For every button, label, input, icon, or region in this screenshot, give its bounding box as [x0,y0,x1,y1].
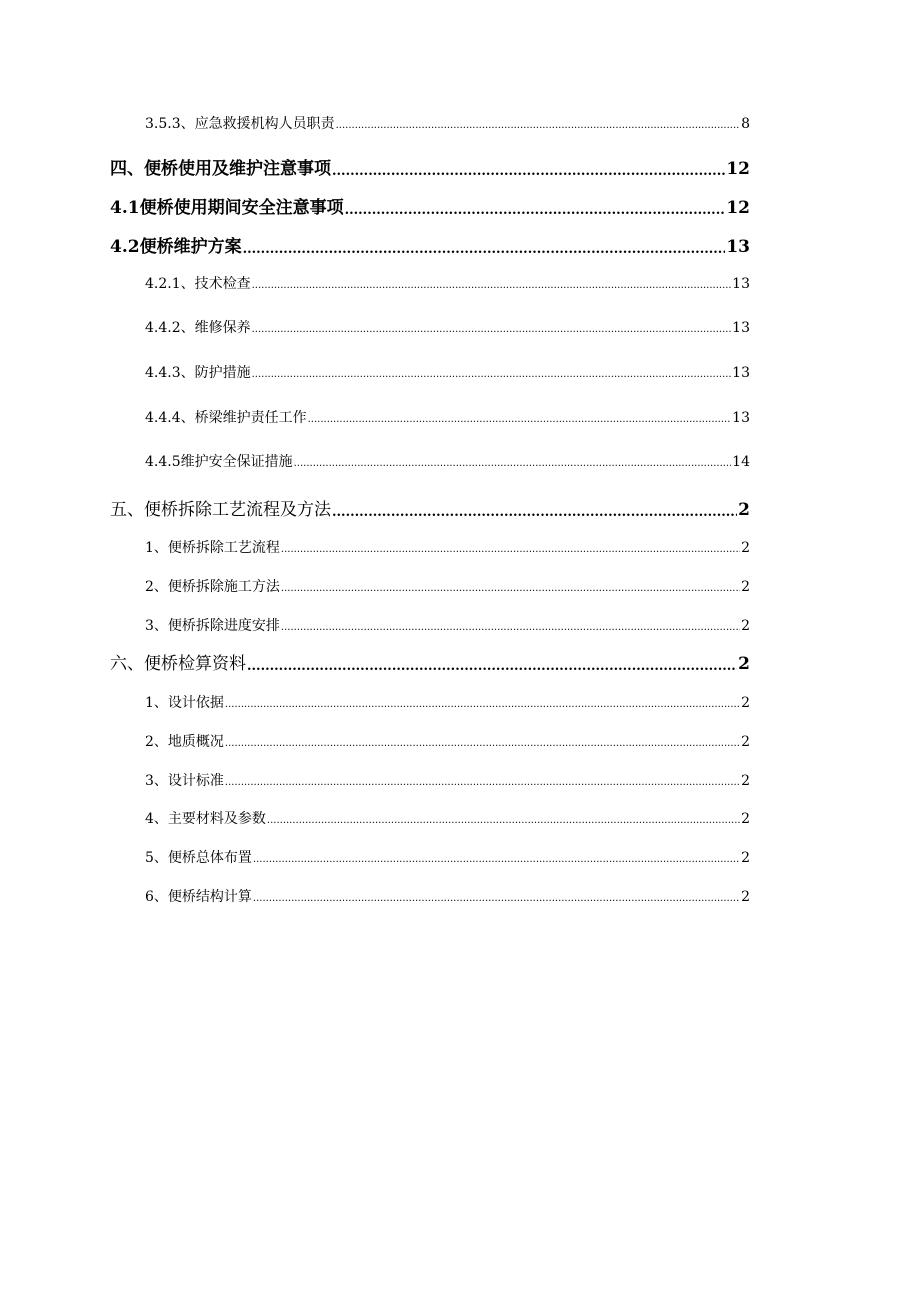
toc-entry-page-number: 2 [738,500,750,520]
toc-entry-page-number: 14 [732,454,750,470]
toc-entry-label: 5、便桥总体布置 [145,850,252,866]
toc-entry-6-2[interactable] [145,735,750,749]
toc-entry-4-2-1[interactable] [145,277,750,291]
dot-leader [281,545,740,555]
toc-entry-4-4-2[interactable] [145,321,750,335]
toc-entry-label: 4.1便桥使用期间安全注意事项 [110,198,344,218]
toc-entry-label: 4.2.1、技术检查 [145,276,251,292]
toc-entry-page-number: 2 [741,618,750,634]
toc-entry-page-number: 13 [732,320,750,336]
toc-entry-label: 3.5.3、应急救援机构人员职责 [145,116,335,132]
toc-entry-label: 1、设计依据 [145,695,224,711]
toc-entry-6-1[interactable] [145,696,750,710]
toc-entry-chapter-6[interactable] [110,656,750,673]
dot-leader [345,204,726,217]
toc-entry-label: 6、便桥结构计算 [145,889,252,905]
toc-entry-6-3[interactable] [145,774,750,788]
dot-leader [252,281,732,291]
toc-entry-page-number: 13 [732,365,750,381]
toc-entry-4-2[interactable] [110,239,750,256]
toc-entry-6-6[interactable] [145,890,750,904]
dot-leader [267,816,740,826]
toc-entry-page-number: 2 [741,850,750,866]
toc-entry-label: 1、便桥拆除工艺流程 [145,540,280,556]
toc-entry-6-4[interactable] [145,812,750,826]
dot-leader [225,739,740,749]
dot-leader [243,243,726,256]
toc-entry-page-number: 2 [741,773,750,789]
dot-leader [281,623,740,633]
toc-entry-5-3[interactable] [145,619,750,633]
toc-entry-6-5[interactable] [145,851,750,865]
dot-leader [308,415,732,425]
toc-entry-4-4-5[interactable] [145,455,750,469]
toc-entry-label: 4、主要材料及参数 [145,811,266,827]
toc-entry-page-number: 12 [726,159,750,179]
dot-leader [281,584,740,594]
dot-leader [225,778,740,788]
toc-entry-label: 六、便桥检算资料 [110,654,246,674]
toc-entry-page-number: 2 [741,579,750,595]
toc-entry-label: 4.2便桥维护方案 [110,237,242,257]
toc-entry-page-number: 12 [726,198,750,218]
toc-entry-chapter-4[interactable] [110,161,750,178]
toc-entry-label: 四、便桥使用及维护注意事项 [110,159,331,179]
toc-entry-label: 4.4.2、维修保养 [145,320,251,336]
toc-entry-page-number: 2 [741,889,750,905]
toc-entry-label: 4.4.4、桥梁维护责任工作 [145,410,307,426]
toc-entry-label: 3、设计标准 [145,773,224,789]
toc-entry-chapter-5[interactable] [110,502,750,519]
dot-leader [332,165,725,178]
toc-entry-label: 2、地质概况 [145,734,224,750]
toc-entry-4-4-3[interactable] [145,366,750,380]
toc-entry-label: 4.4.3、防护措施 [145,365,251,381]
toc-entry-page-number: 8 [741,116,750,132]
dot-leader [253,894,740,904]
toc-entry-label: 2、便桥拆除施工方法 [145,579,280,595]
toc-entry-page-number: 2 [741,695,750,711]
dot-leader [252,370,732,380]
toc-entry-5-2[interactable] [145,580,750,594]
dot-leader [252,325,732,335]
toc-entry-page-number: 13 [732,410,750,426]
dot-leader [247,660,737,673]
toc-entry-label: 4.4.5维护安全保证措施 [145,454,293,470]
dot-leader [294,459,732,469]
toc-entry-page-number: 2 [741,540,750,556]
toc-entry-page-number: 13 [726,237,750,257]
dot-leader [225,700,740,710]
toc-entry-4-1[interactable] [110,200,750,217]
dot-leader [336,121,740,131]
dot-leader [332,506,737,519]
dot-leader [253,855,740,865]
toc-entry-page-number: 2 [738,654,750,674]
toc-entry-page-number: 2 [741,734,750,750]
toc-entry-page-number: 13 [732,276,750,292]
toc-entry-page-number: 2 [741,811,750,827]
toc-entry-3-5-3[interactable] [145,117,750,131]
toc-entry-4-4-4[interactable] [145,411,750,425]
toc-entry-label: 五、便桥拆除工艺流程及方法 [110,500,331,520]
toc-entry-label: 3、便桥拆除进度安排 [145,618,280,634]
toc-entry-5-1[interactable] [145,541,750,555]
